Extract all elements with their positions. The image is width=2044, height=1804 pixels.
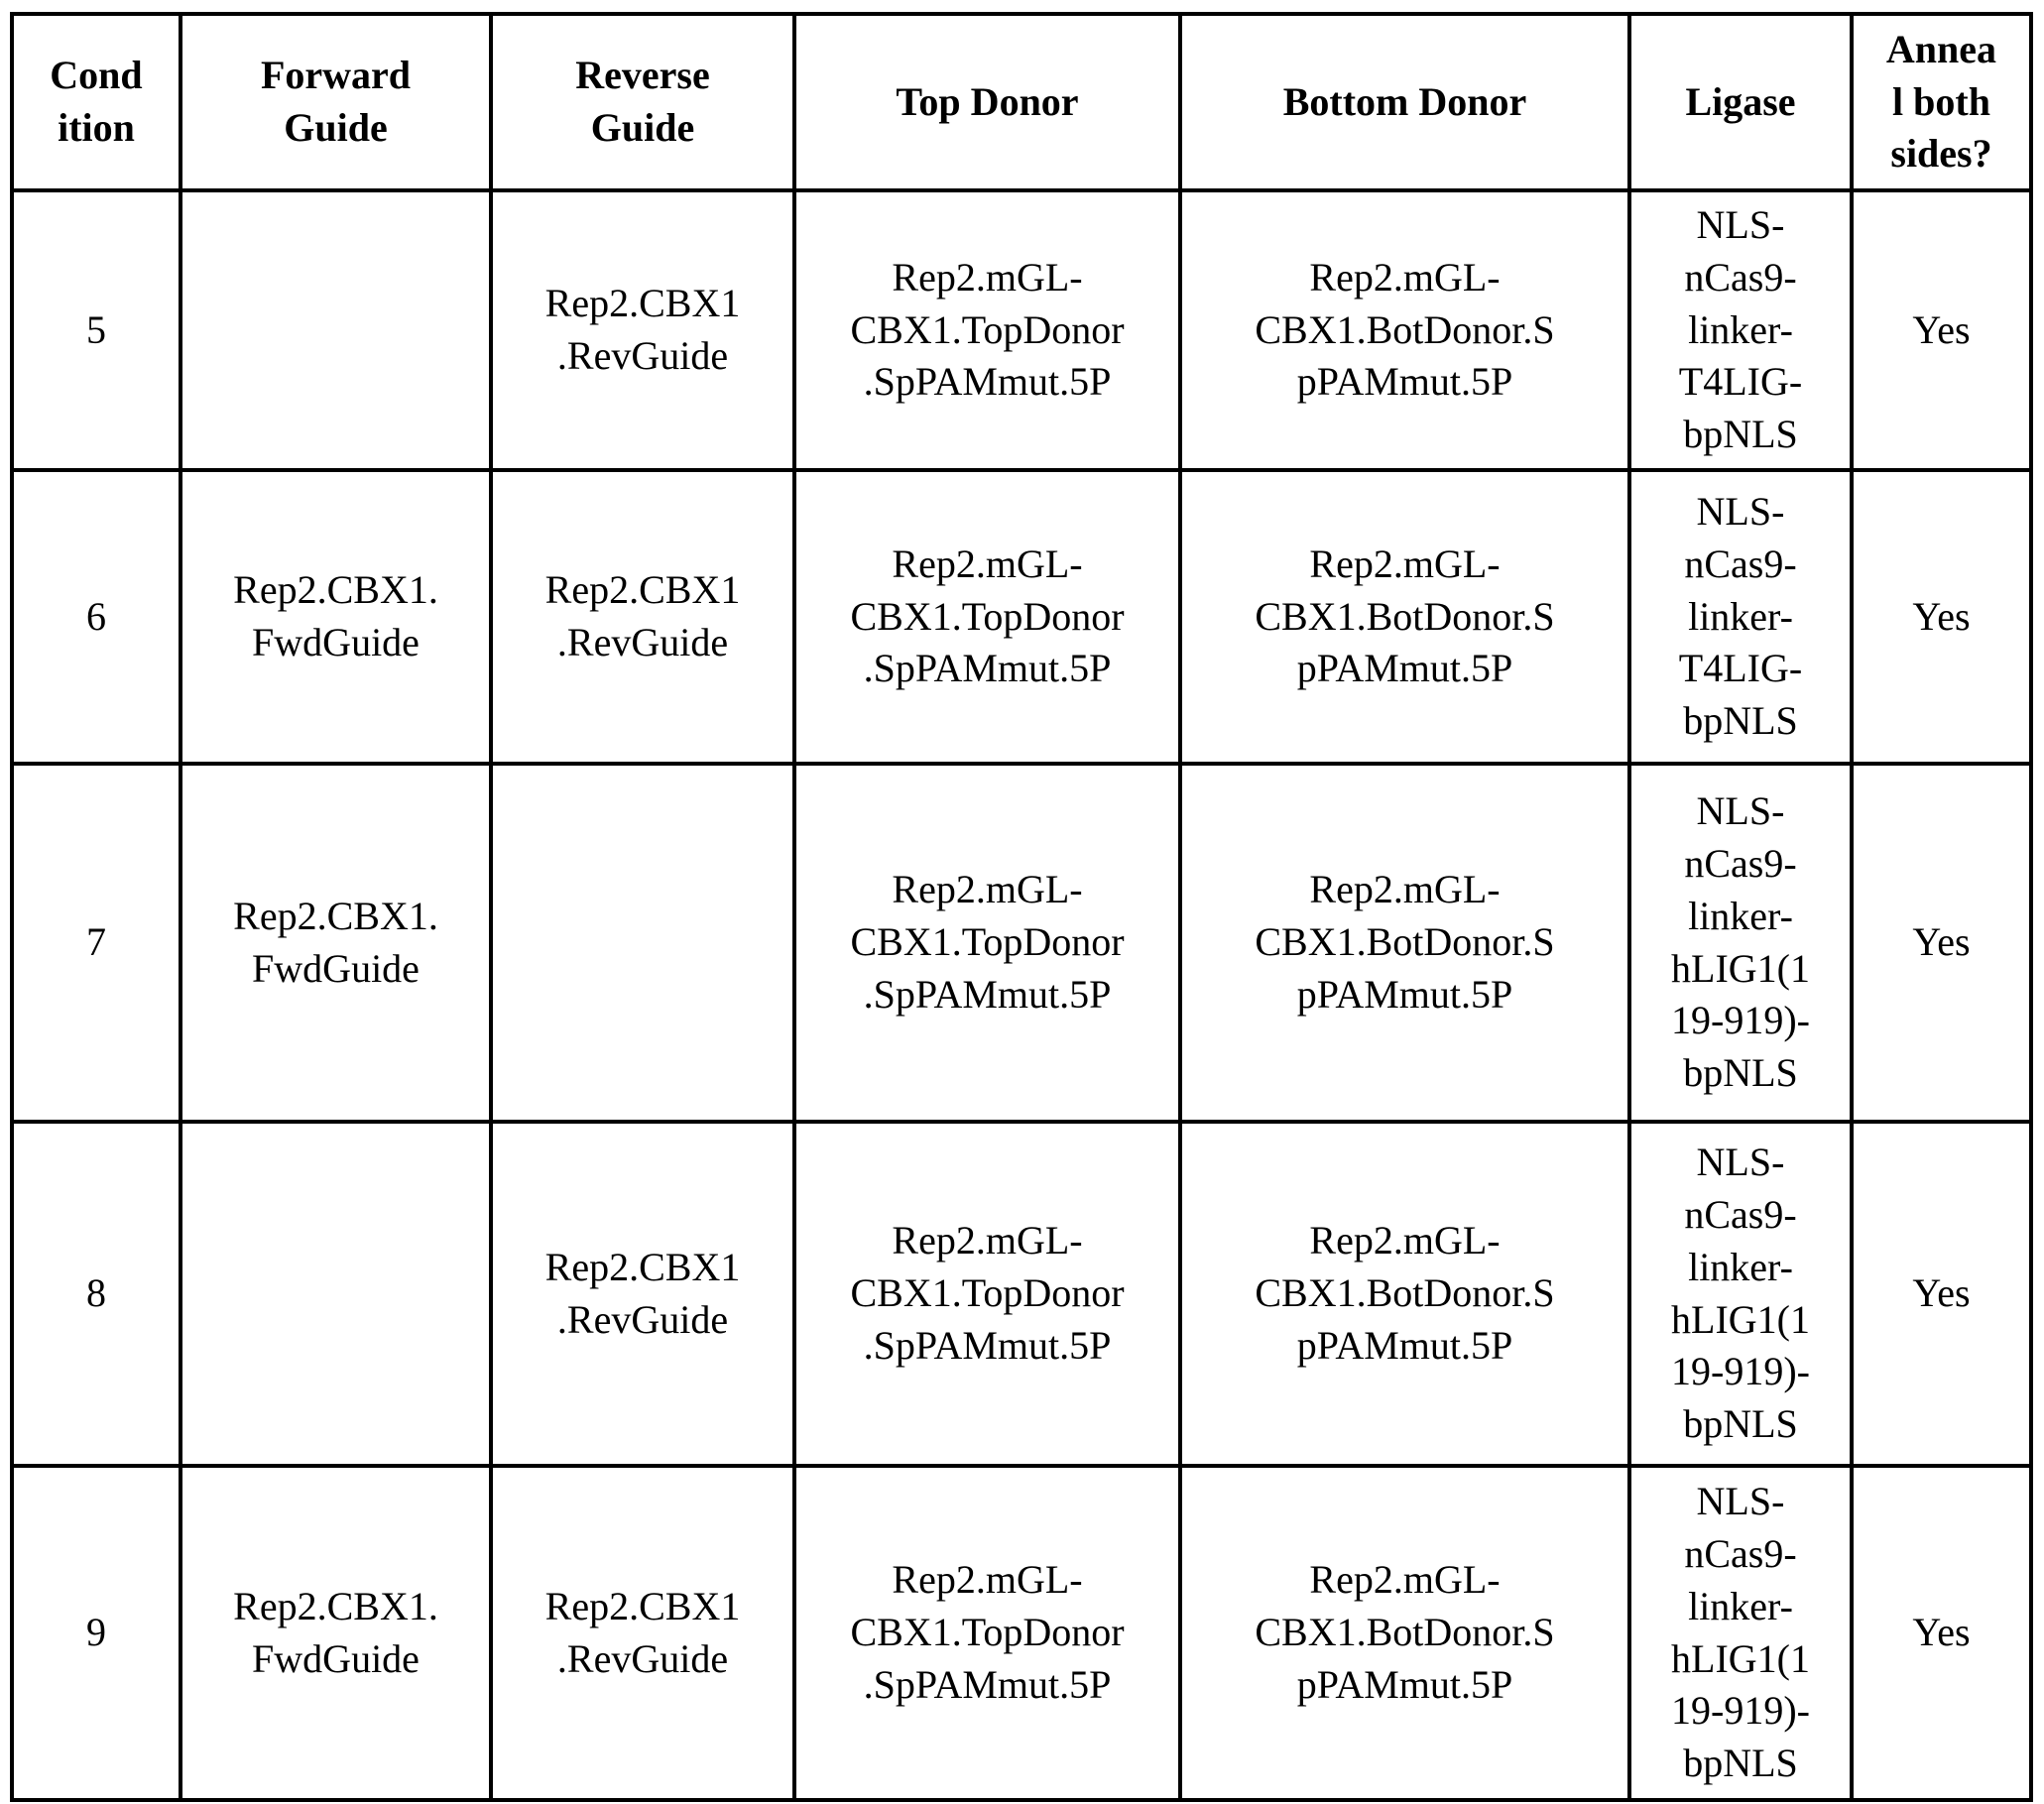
header-row (12, 14, 2031, 190)
cell-forward-guide (180, 1122, 491, 1466)
conditions-table (10, 12, 2033, 1802)
col-header-condition: Cond ition (12, 14, 180, 190)
cell-bottom-donor: Rep2.mGL- CBX1.BotDonor.S pPAMmut.5P (1180, 764, 1629, 1122)
col-header-forward-guide: Forward Guide (180, 14, 491, 190)
cell-anneal: Yes (1852, 1466, 2031, 1800)
col-header-anneal: Annea l both sides? (1852, 14, 2031, 190)
table-row-condition-5 (12, 190, 2031, 470)
col-header-reverse-guide: Reverse Guide (491, 14, 794, 190)
cell-bottom-donor: Rep2.mGL- CBX1.BotDonor.S pPAMmut.5P (1180, 470, 1629, 764)
cell-top-donor: Rep2.mGL- CBX1.TopDonor .SpPAMmut.5P (794, 190, 1180, 470)
cell-bottom-donor: Rep2.mGL- CBX1.BotDonor.S pPAMmut.5P (1180, 1466, 1629, 1800)
cell-anneal: Yes (1852, 190, 2031, 470)
cell-condition: 6 (12, 470, 180, 764)
cell-reverse-guide: Rep2.CBX1 .RevGuide (491, 1466, 794, 1800)
table-row-condition-6 (12, 470, 2031, 764)
cell-ligase: NLS- nCas9- linker- hLIG1(1 19-919)- bpNLS (1629, 764, 1852, 1122)
cell-top-donor: Rep2.mGL- CBX1.TopDonor .SpPAMmut.5P (794, 764, 1180, 1122)
table-row-condition-7 (12, 764, 2031, 1122)
cell-bottom-donor: Rep2.mGL- CBX1.BotDonor.S pPAMmut.5P (1180, 190, 1629, 470)
cell-reverse-guide: Rep2.CBX1 .RevGuide (491, 1122, 794, 1466)
cell-reverse-guide: Rep2.CBX1 .RevGuide (491, 190, 794, 470)
cell-top-donor: Rep2.mGL- CBX1.TopDonor .SpPAMmut.5P (794, 1466, 1180, 1800)
col-header-ligase: Ligase (1629, 14, 1852, 190)
cell-forward-guide: Rep2.CBX1. FwdGuide (180, 1466, 491, 1800)
cell-top-donor: Rep2.mGL- CBX1.TopDonor .SpPAMmut.5P (794, 470, 1180, 764)
cell-top-donor: Rep2.mGL- CBX1.TopDonor .SpPAMmut.5P (794, 1122, 1180, 1466)
cell-ligase: NLS- nCas9- linker- T4LIG- bpNLS (1629, 190, 1852, 470)
cell-anneal: Yes (1852, 1122, 2031, 1466)
cell-reverse-guide (491, 764, 794, 1122)
cell-ligase: NLS- nCas9- linker- T4LIG- bpNLS (1629, 470, 1852, 764)
cell-anneal: Yes (1852, 764, 2031, 1122)
col-header-top-donor: Top Donor (794, 14, 1180, 190)
cell-forward-guide: Rep2.CBX1. FwdGuide (180, 470, 491, 764)
table-row-condition-9 (12, 1466, 2031, 1800)
cell-anneal: Yes (1852, 470, 2031, 764)
cell-forward-guide (180, 190, 491, 470)
cell-condition: 7 (12, 764, 180, 1122)
col-header-bottom-donor: Bottom Donor (1180, 14, 1629, 190)
cell-ligase: NLS- nCas9- linker- hLIG1(1 19-919)- bpNLS (1629, 1122, 1852, 1466)
cell-condition: 8 (12, 1122, 180, 1466)
cell-forward-guide: Rep2.CBX1. FwdGuide (180, 764, 491, 1122)
cell-condition: 5 (12, 190, 180, 470)
cell-reverse-guide: Rep2.CBX1 .RevGuide (491, 470, 794, 764)
cell-bottom-donor: Rep2.mGL- CBX1.BotDonor.S pPAMmut.5P (1180, 1122, 1629, 1466)
table-row-condition-8 (12, 1122, 2031, 1466)
cell-condition: 9 (12, 1466, 180, 1800)
cell-ligase: NLS- nCas9- linker- hLIG1(1 19-919)- bpNLS (1629, 1466, 1852, 1800)
